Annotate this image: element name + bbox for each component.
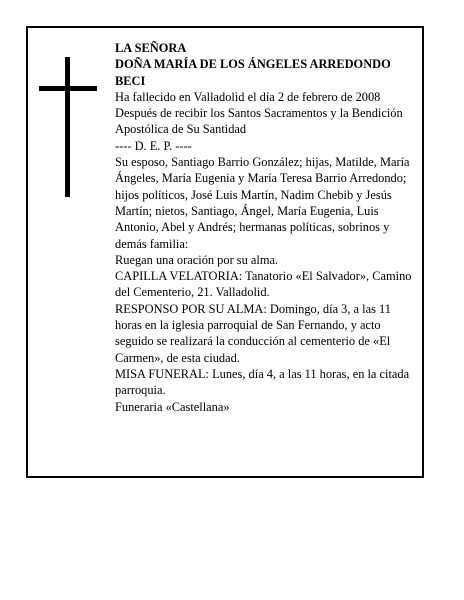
prayer-service: RESPONSO POR SU ALMA: Domingo, día 3, a las 11 horas en la iglesia parroquial de San Fernando, y acto seguido se realizará la conducción al cementerio de «El Carmen», de esta ciudad.	[115, 301, 391, 365]
latin-cross-icon	[39, 57, 97, 197]
rip-line: ---- D. E. P. ----	[115, 138, 192, 153]
family-list: Su esposo, Santiago Barrio González; hijas, Matilde, María Ángeles, María Eugenia y María Teresa Barrio Arredondo; hijos políticos, José Luis Martín, Nadim Chebib y Jesús Martín; nietos, Santiago, Ángel, María Eugenia, Luis Antonio, Abel y Andrés; hermanas políticas, sobrinos y demás familia:	[115, 155, 410, 251]
funeral-home: Funeraria «Castellana»	[115, 399, 230, 414]
heading-name: DOÑA MARÍA DE LOS ÁNGELES ARREDONDO BECI	[115, 57, 391, 88]
cross-horizontal-bar	[39, 86, 97, 91]
funeral-mass: MISA FUNERAL: Lunes, día 4, a las 11 horas, en la citada parroquia.	[115, 366, 410, 398]
heading-title: LA SEÑORA	[115, 41, 187, 55]
sacraments-line: Después de recibir los Santos Sacramentos y la Bendición Apostólica de Su Santidad	[115, 106, 403, 137]
wake-chapel: CAPILLA VELATORIA: Tanatorio «El Salvador», Camino del Cementerio, 21. Valladolid.	[115, 269, 412, 300]
prayer-request: Ruegan una oración por su alma.	[115, 252, 279, 267]
obituary-notice	[26, 26, 424, 478]
death-announcement: Ha fallecido en Valladolid el día 2 de febrero de 2008	[115, 89, 381, 104]
cross-vertical-bar	[65, 57, 70, 197]
notice-text	[115, 40, 420, 415]
